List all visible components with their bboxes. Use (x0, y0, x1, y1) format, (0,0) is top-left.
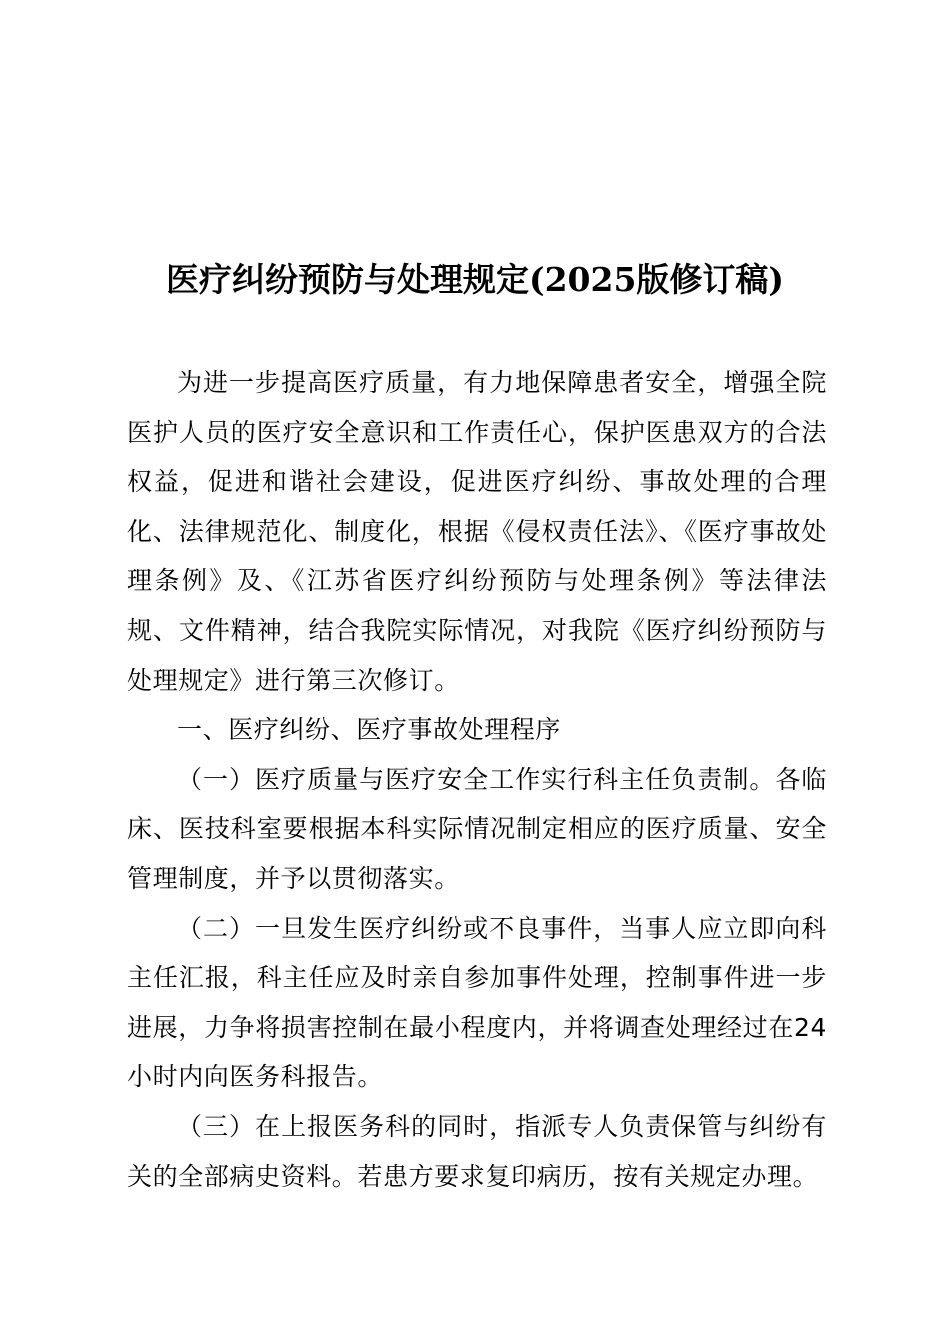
clause-2-paragraph: （二）一旦发生医疗纠纷或不良事件，当事人应立即向科主任汇报，科主任应及时亲自参加事件处理，控制事件进一步进展，力争将损害控制在最小程度内，并将调查处理经过在24小时内向医务科报告。 (127, 913, 827, 1092)
section-heading: 一、医疗纠纷、医疗事故处理程序 (177, 715, 562, 745)
document-body (127, 358, 827, 1201)
clause-1-paragraph: （一）医疗质量与医疗安全工作实行科主任负责制。各临床、医技科室要根据本科实际情况制定相应的医疗质量、安全管理制度，并予以贯彻落实。 (127, 764, 827, 893)
intro-paragraph: 为进一步提高医疗质量，有力地保障患者安全，增强全院医护人员的医疗安全意识和工作责任心，保护医患双方的合法权益，促进和谐社会建设，促进医疗纠纷、事故处理的合理化、法律规范化、制度化，根据《侵权责任法》、《医疗事故处理条例》及、《江苏省医疗纠纷预防与处理条例》等法律法规、文件精神，结合我院实际情况，对我院《医疗纠纷预防与处理规定》进行第三次修订。 (127, 368, 827, 695)
document-title: 医疗纠纷预防与处理规定(2025版修订稿) (165, 260, 785, 299)
clause-3-paragraph: （三）在上报医务科的同时，指派专人负责保管与纠纷有关的全部病史资料。若患方要求复印病历，按有关规定办理。 (127, 1111, 827, 1191)
